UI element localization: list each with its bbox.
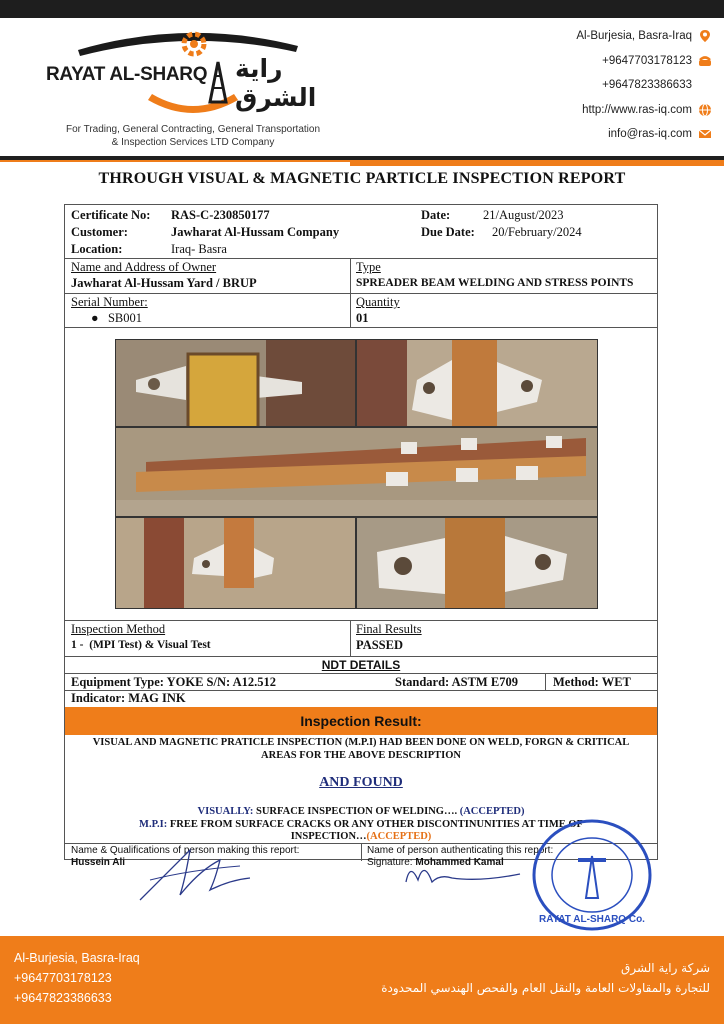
serial-value-item [91, 311, 142, 326]
contact-block [482, 24, 712, 147]
method-text: (MPI Test) & Visual Test [89, 639, 211, 651]
location-label: Location: [71, 242, 123, 256]
method-wet: Method: WET [553, 675, 631, 689]
photo-side-lug-image [116, 518, 356, 609]
contact-address [482, 24, 712, 49]
and-found-heading: AND FOUND [319, 775, 403, 790]
company-logo [38, 22, 348, 152]
method-number: 1 - [71, 639, 84, 651]
footer [0, 936, 724, 1024]
footer-phone-1[interactable]: +9647703178123 [14, 971, 112, 985]
contact-phone-1-text[interactable]: +9647703178123 [602, 54, 692, 67]
ndt-details-heading: NDT DETAILS [321, 658, 401, 672]
brand-name-en: RAYAT AL-SHARQ [46, 64, 208, 85]
divider [65, 656, 657, 657]
divider [65, 620, 657, 621]
visually-label: VISUALLY: [197, 806, 254, 817]
serial-value: SB001 [107, 311, 142, 325]
footer-ar-line-1: شركة راية الشرق [621, 961, 710, 975]
footer-ar-line-2: للتجارة والمقاولات العامة والنقل العام والفحص الهندسي المحدودة [381, 981, 710, 995]
photo-full-beam [115, 427, 598, 517]
report-title: THROUGH VISUAL & MAGNETIC PARTICLE INSPECTION REPORT [98, 170, 626, 187]
visually-status: (ACCEPTED) [459, 806, 525, 817]
quantity-label: Quantity [356, 295, 400, 309]
quantity-value: 01 [356, 311, 369, 325]
contact-email-text[interactable]: info@ras-iq.com [608, 128, 692, 141]
visually-text: SURFACE INSPECTION OF WELDING…. [256, 806, 458, 817]
header-divider-orange [350, 160, 724, 166]
customer-value: Jawharat Al-Hussam Company [171, 225, 340, 239]
equipment-type: Equipment Type: YOKE S/N: A12.512 [71, 675, 277, 689]
envelope-icon [698, 127, 712, 141]
authenticator-name: Mohammed Kamal [415, 857, 504, 868]
result-line-2: AREAS FOR THE ABOVE DESCRIPTION [261, 750, 461, 761]
photo-lug-detail-image [357, 518, 598, 609]
footer-address: Al-Burjesia, Basra-Iraq [14, 951, 140, 965]
indicator: Indicator: MAG INK [71, 691, 186, 705]
location-value: Iraq- Basra [171, 242, 227, 256]
signature-label: Signature: [367, 857, 413, 868]
date-label: Date: [421, 208, 451, 222]
bullet-icon: ● [91, 311, 99, 325]
authenticator-signature-icon [400, 852, 530, 892]
contact-website-text[interactable]: http://www.ras-iq.com [582, 103, 692, 116]
contact-phone-1[interactable] [482, 49, 712, 74]
contact-address-text: Al-Burjesia, Basra-Iraq [576, 30, 692, 43]
inspector-label: Name & Qualifications of person making this report: [71, 845, 300, 856]
company-tagline [38, 123, 348, 149]
certificate-value: RAS-C-230850177 [171, 208, 270, 222]
mpi-label: M.P.I: [139, 819, 168, 830]
visually-line [65, 806, 657, 817]
inspector-name: Hussein Ali [71, 857, 126, 868]
company-stamp-icon [530, 818, 654, 932]
photo-beam-end-image [116, 340, 356, 427]
standard: Standard: ASTM E709 [395, 675, 518, 689]
owner-value: Jawharat Al-Hussam Yard / BRUP [71, 276, 257, 290]
inspection-result-heading: Inspection Result: [65, 707, 657, 735]
col-divider [361, 843, 362, 861]
contact-email[interactable] [482, 122, 712, 147]
serial-label: Serial Number: [71, 295, 148, 309]
divider [65, 327, 657, 328]
report-table [64, 204, 658, 868]
contact-website[interactable] [482, 98, 712, 123]
phone-icon [698, 54, 712, 68]
photo-lug-detail [356, 517, 598, 609]
top-dark-bar [0, 0, 724, 18]
header-divider-orange-thin [0, 160, 350, 162]
footer-phone-2[interactable]: +9647823386633 [14, 991, 112, 1005]
divider [65, 258, 657, 259]
footer-contact [14, 948, 140, 1008]
due-date-value: 20/February/2024 [492, 225, 582, 239]
final-results-value: PASSED [356, 638, 404, 652]
inspection-method-label: Inspection Method [71, 622, 166, 636]
tagline-line-2: & Inspection Services LTD Company [111, 137, 275, 148]
certificate-label: Certificate No: [71, 208, 151, 222]
mpi-status: (ACCEPTED) [366, 831, 432, 842]
type-label: Type [356, 260, 381, 274]
date-value: 21/August/2023 [483, 208, 564, 222]
footer-arabic-name [381, 958, 710, 998]
brand-name-ar: راية الشرق [235, 54, 317, 112]
stamp-text: RAYAT AL-SHARQ Co. [539, 914, 645, 925]
mpi-text-2: INSPECTION… [290, 831, 367, 842]
photo-lug-plate [356, 339, 598, 427]
photo-beam-end [115, 339, 356, 427]
globe-icon [698, 103, 712, 117]
owner-label: Name and Address of Owner [71, 260, 217, 274]
photo-full-beam-image [116, 428, 598, 517]
col-divider [350, 620, 351, 656]
contact-phone-2[interactable] [482, 73, 712, 98]
inspection-method-value [71, 639, 211, 651]
mpi-text: FREE FROM SURFACE CRACKS OR ANY OTHER DISCONTINUNITIES AT TIME OF [169, 819, 583, 830]
type-value: SPREADER BEAM WELDING AND STRESS POINTS [356, 277, 634, 289]
authenticator-label: Name of person authenticating this report: [367, 845, 554, 856]
customer-label: Customer: [71, 225, 128, 239]
due-date-label: Due Date: [421, 225, 475, 239]
location-pin-icon [698, 29, 712, 43]
inspector-signature-icon [130, 840, 260, 910]
contact-phone-2-text[interactable]: +9647823386633 [602, 79, 692, 92]
tagline-line-1: For Trading, General Contracting, General Transportation [65, 124, 321, 135]
final-results-label: Final Results [356, 622, 422, 636]
divider [65, 673, 657, 674]
photo-lug-plate-image [357, 340, 598, 427]
photo-side-lug [115, 517, 356, 609]
divider [65, 293, 657, 294]
result-line-1: VISUAL AND MAGNETIC PRATICLE INSPECTION (M.P.I) HAD BEEN DONE ON WELD, FORGN & CRITICAL [92, 737, 630, 748]
col-divider [545, 673, 546, 690]
